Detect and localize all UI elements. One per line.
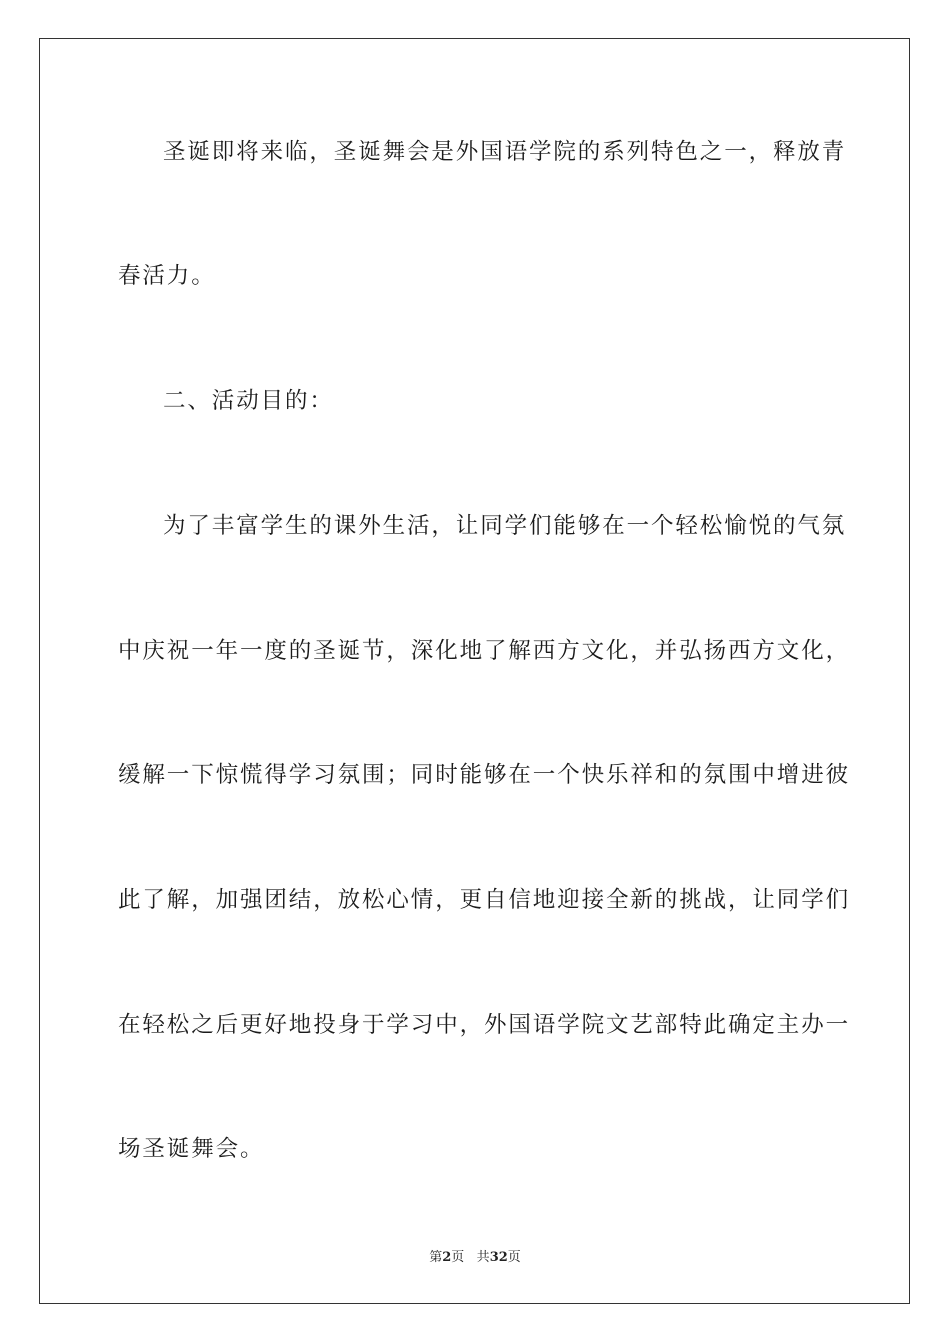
paragraph-3-line-2: 中庆祝一年一度的圣诞节，深化地了解西方文化，并弘扬西方文化， — [118, 638, 851, 664]
section-heading: 二、活动目的： — [163, 388, 334, 414]
page-label-prefix: 第 — [429, 1250, 443, 1265]
total-pages: 32 — [489, 1250, 508, 1265]
page-label-suffix: 页 — [451, 1250, 465, 1265]
page-number: 2 — [442, 1250, 452, 1265]
page-footer — [0, 1249, 950, 1267]
total-label-suffix: 页 — [507, 1250, 521, 1265]
paragraph-1-line-2: 春活力。 — [118, 263, 216, 289]
page-border — [39, 38, 910, 1304]
paragraph-1-line-1: 圣诞即将来临，圣诞舞会是外国语学院的系列特色之一，释放青 — [163, 139, 847, 165]
paragraph-3-line-5: 在轻松之后更好地投身于学习中，外国语学院文艺部特此确定主办一 — [118, 1012, 851, 1038]
total-label-prefix: 共 — [476, 1250, 490, 1265]
paragraph-3-line-4: 此了解，加强团结，放松心情，更自信地迎接全新的挑战，让同学们 — [118, 887, 851, 913]
paragraph-3-line-6: 场圣诞舞会。 — [118, 1136, 265, 1162]
paragraph-3-line-3: 缓解一下惊慌得学习氛围；同时能够在一个快乐祥和的氛围中增进彼 — [118, 762, 851, 788]
paragraph-3-line-1: 为了丰富学生的课外生活，让同学们能够在一个轻松愉悦的气氛 — [163, 513, 847, 539]
